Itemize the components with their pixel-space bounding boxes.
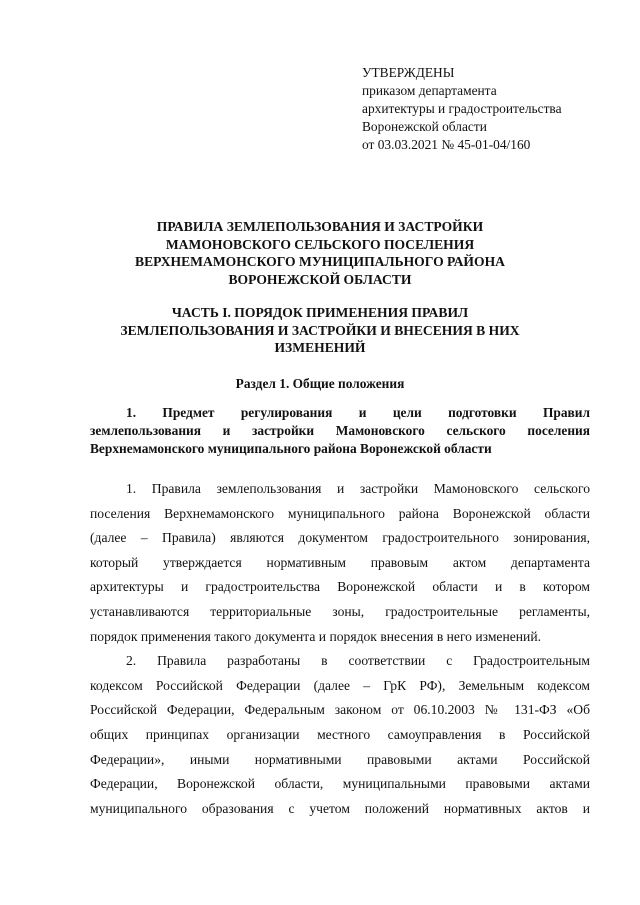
approval-line: архитектуры и градостроительства	[362, 101, 562, 116]
article-heading	[90, 404, 590, 458]
part-line: ИЗМЕНЕНИЙ	[274, 340, 366, 355]
part-heading	[60, 304, 580, 357]
paragraph-line: Российской Федерации, Федеральным законом от 06.10.2003 № 131-ФЗ «Об	[90, 702, 590, 718]
title-line: ВОРОНЕЖСКОЙ ОБЛАСТИ	[228, 271, 412, 287]
approval-line: приказом департамента	[362, 83, 497, 98]
paragraph-line: который утверждается нормативным правовым актом департамента	[90, 554, 590, 570]
paragraph-line: 2. Правила разработаны в соответствии с Градостроительным	[126, 653, 590, 669]
document-title	[60, 218, 580, 288]
part-line: ЗЕМЛЕПОЛЬЗОВАНИЯ И ЗАСТРОЙКИ И ВНЕСЕНИЯ В НИХ	[120, 322, 520, 338]
section-heading: Раздел 1. Общие положения	[235, 376, 405, 391]
paragraph-line: поселения Верхнемамонского муниципального района Воронежской области	[90, 505, 590, 521]
article-line: Верхнемамонского муниципального района Воронежской области	[90, 441, 492, 456]
article-line: землепользования и застройки Мамоновского сельского поселения	[90, 423, 590, 438]
paragraph-line: устанавливаются территориальные зоны, градостроительные регламенты,	[90, 603, 590, 619]
part-line: ЧАСТЬ I. ПОРЯДОК ПРИМЕНЕНИЯ ПРАВИЛ	[171, 305, 469, 320]
title-line: МАМОНОВСКОГО СЕЛЬСКОГО ПОСЕЛЕНИЯ	[165, 236, 475, 252]
article-line: 1. Предмет регулирования и цели подготовки Правил	[126, 405, 590, 420]
paragraph-line: 1. Правила землепользования и застройки Мамоновского сельского	[126, 481, 590, 496]
approval-stamp	[362, 64, 612, 154]
paragraph-line: муниципального образования с учетом положений нормативных актов и	[90, 800, 590, 816]
paragraph-line: (далее – Правила) являются документом градостроительного зонирования,	[90, 530, 590, 546]
title-line: ПРАВИЛА ЗЕМЛЕПОЛЬЗОВАНИЯ И ЗАСТРОЙКИ	[156, 219, 484, 234]
paragraph-line: кодексом Российской Федерации (далее – ГрК РФ), Земельным кодексом	[90, 677, 590, 693]
paragraph-line: архитектуры и градостроительства Воронежской области и в котором	[90, 579, 590, 595]
paragraph-line: Федерации», иными нормативными правовыми актами Российской	[90, 751, 590, 767]
paragraph-line: Федерации, Воронежской области, муниципальными правовыми актами	[90, 776, 590, 792]
paragraph-line: общих принципах организации местного самоуправления в Российской	[90, 726, 590, 742]
title-line: ВЕРХНЕМАМОНСКОГО МУНИЦИПАЛЬНОГО РАЙОНА	[135, 254, 505, 269]
approval-line: от 03.03.2021 № 45-01-04/160	[362, 137, 531, 152]
approval-line: Воронежской области	[362, 119, 487, 134]
paragraph-line: порядок применения такого документа и порядок внесения в него изменений.	[90, 628, 541, 644]
body-paragraphs	[90, 477, 590, 821]
approval-line: УТВЕРЖДЕНЫ	[362, 65, 455, 80]
